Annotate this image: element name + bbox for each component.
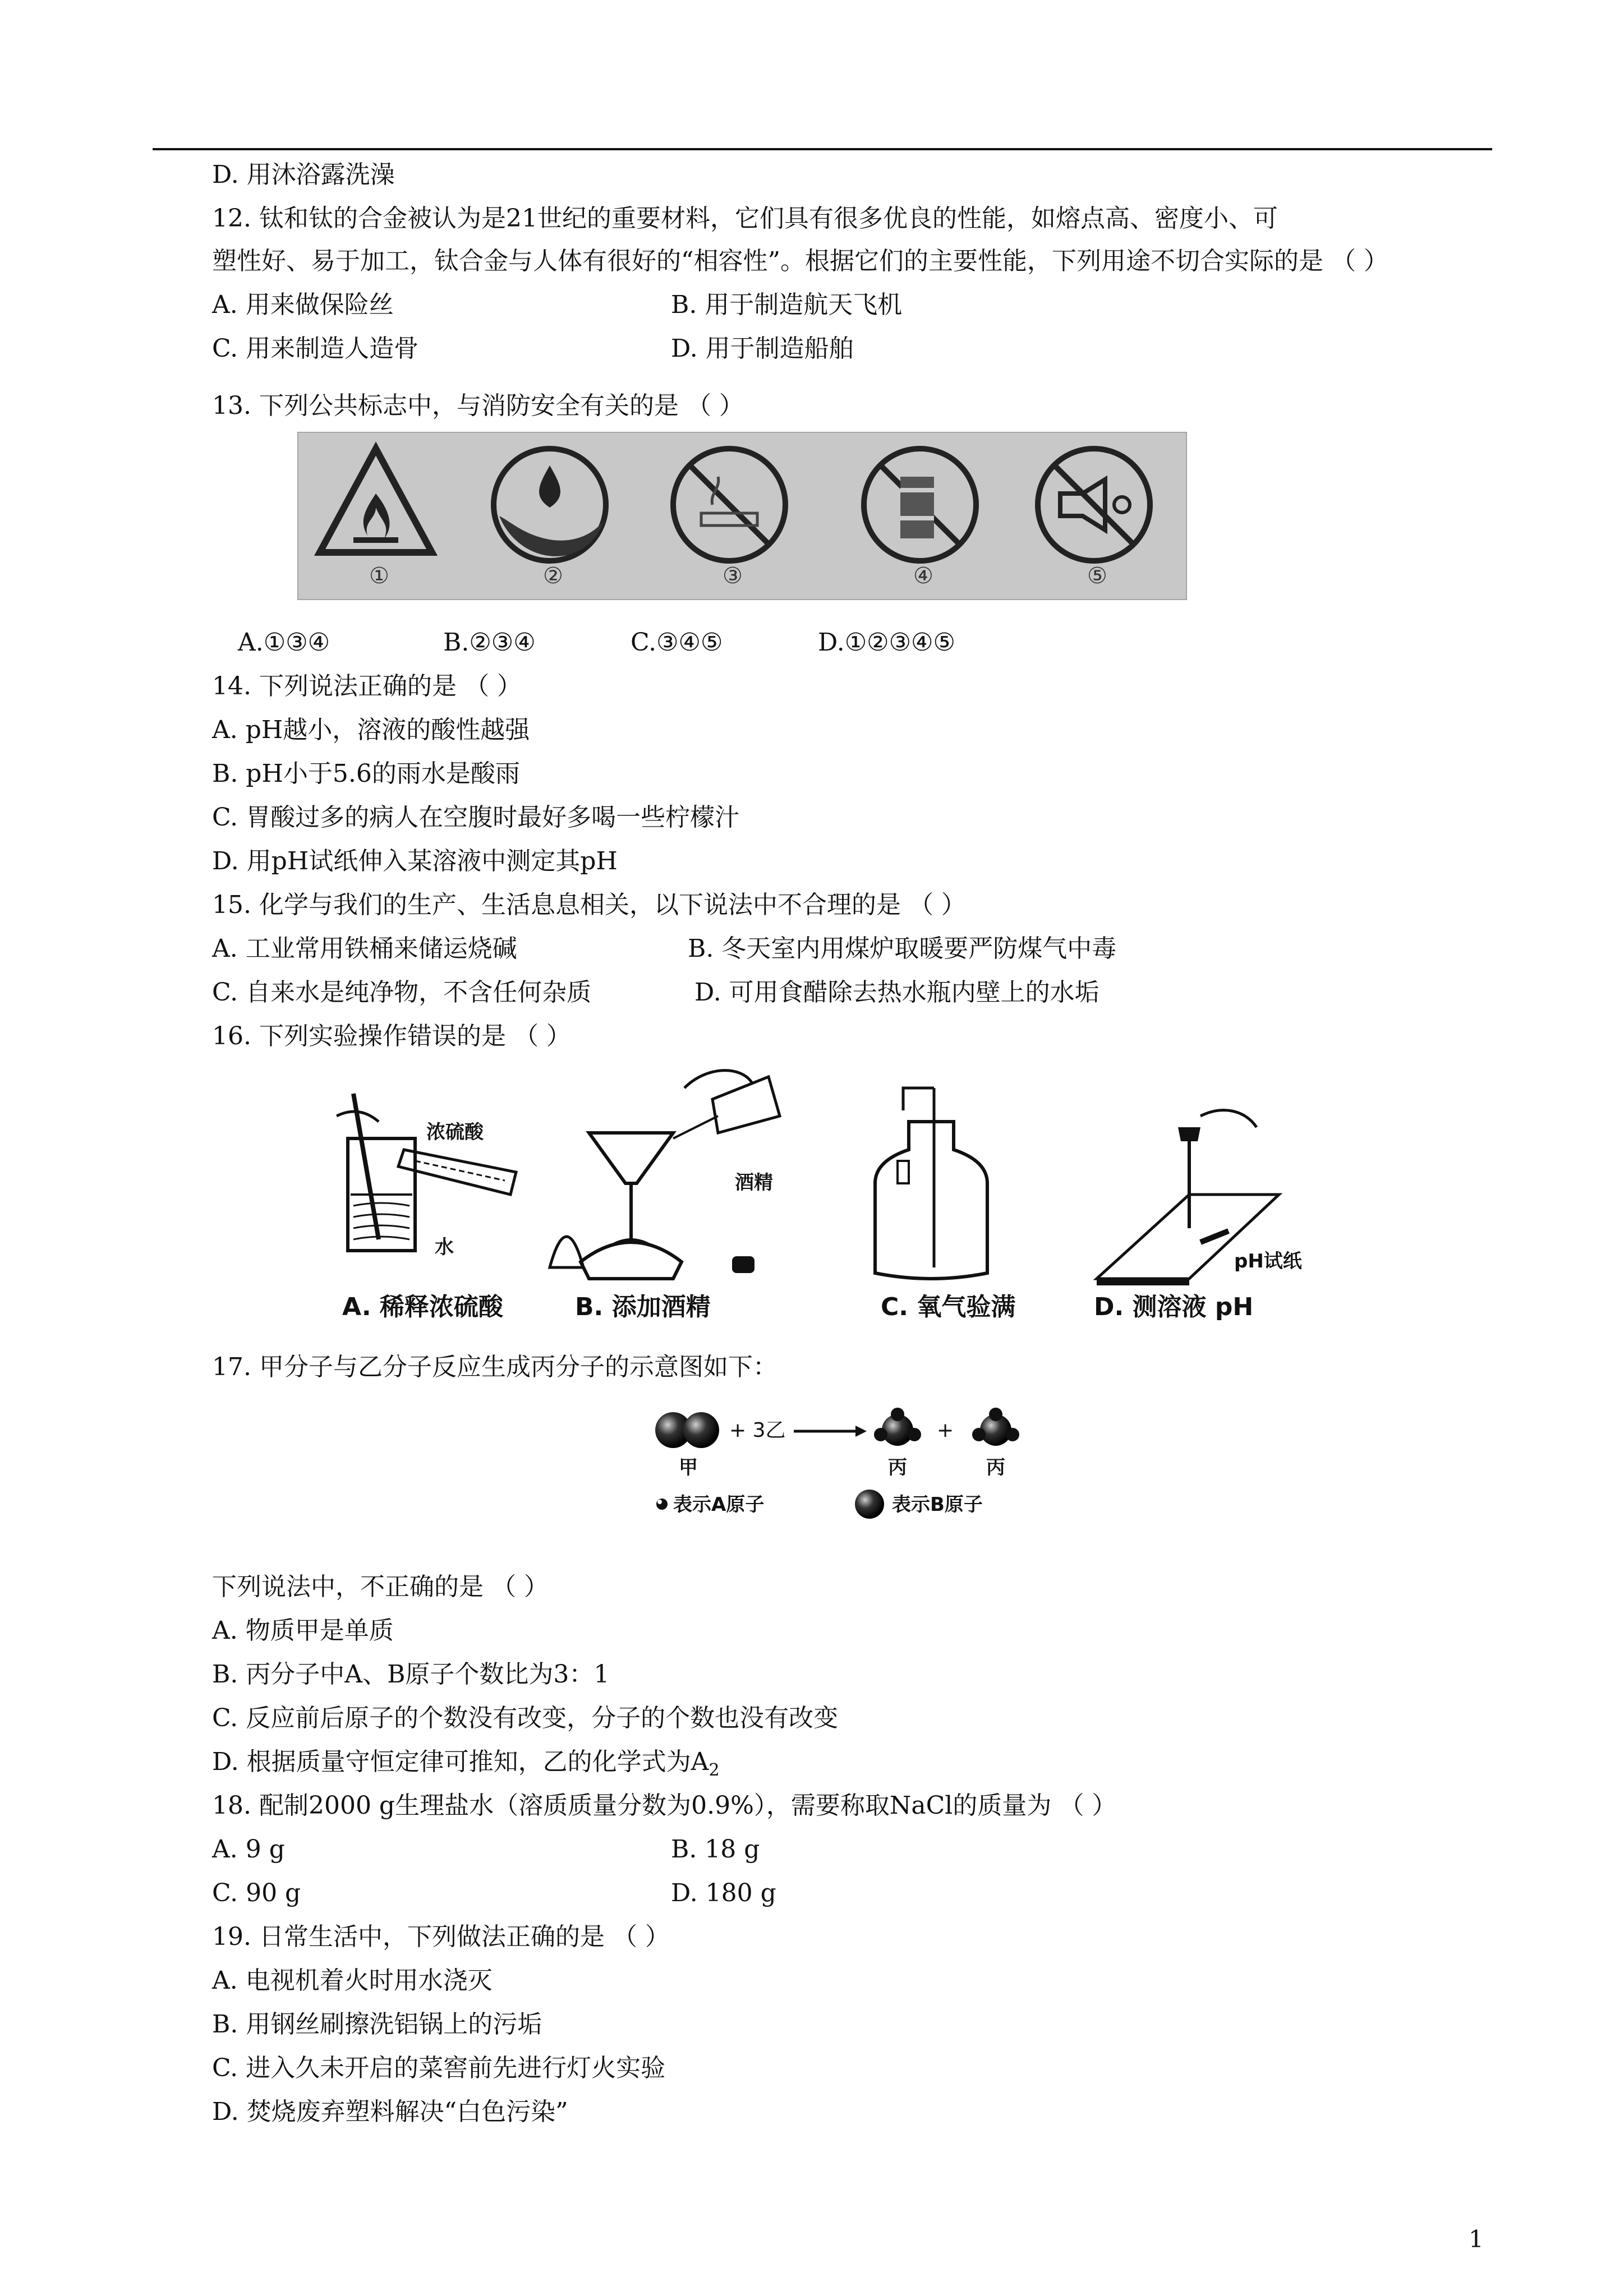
q17-reaction-figure bbox=[651, 1408, 1043, 1525]
q19-option-c: C. 进入久未开启的菜窖前先进行灯火实验 bbox=[212, 2054, 666, 2082]
header-rule bbox=[153, 148, 1492, 150]
caption-d: D. 测溶液 pH bbox=[1094, 1293, 1254, 1321]
sign-label-3: ③ bbox=[723, 563, 743, 589]
sign-label-2: ② bbox=[543, 563, 563, 589]
q19-option-d: D. 焚烧废弃塑料解决“白色污染” bbox=[212, 2097, 568, 2126]
equation-reactant-b: + 3乙 bbox=[729, 1419, 786, 1442]
gas-bottle-icon bbox=[875, 1088, 987, 1279]
q15-option-a: A. 工业常用铁桶来储运烧碱 bbox=[212, 934, 517, 963]
q13-option-c: C.③④⑤ bbox=[631, 628, 723, 657]
q17-option-c: C. 反应前后原子的个数没有改变，分子的个数也没有改变 bbox=[212, 1704, 839, 1732]
q14-option-b: B. pH小于5.6的雨水是酸雨 bbox=[212, 759, 520, 788]
q13-signs-figure bbox=[297, 432, 1187, 600]
q12-option-c: C. 用来制造人造骨 bbox=[212, 334, 419, 363]
q11-option-d: D. 用沐浴露洗澡 bbox=[212, 160, 395, 189]
q15-option-b: B. 冬天室内用煤炉取暖要严防煤气中毒 bbox=[688, 934, 1117, 963]
q13-option-a: A.①③④ bbox=[238, 628, 330, 657]
q13-option-d: D.①②③④⑤ bbox=[818, 628, 955, 657]
q17-stem: 17. 甲分子与乙分子反应生成丙分子的示意图如下： bbox=[212, 1353, 778, 1381]
q17-option-d-text: D. 根据质量守恒定律可推知，乙的化学式为A bbox=[212, 1748, 709, 1776]
label-conc-sulfuric-acid: 浓硫酸 bbox=[426, 1121, 484, 1144]
q12-stem-line2: 塑性好、易于加工，钛合金与人体有很好的“相容性”。根据它们的主要性能，下列用途不切合实际的是 （ ） bbox=[212, 247, 1388, 275]
q14-option-a: A. pH越小，溶液的酸性越强 bbox=[212, 716, 530, 744]
q15-option-c: C. 自来水是纯净物，不含任何杂质 bbox=[212, 978, 592, 1007]
q18-option-a: A. 9 g bbox=[212, 1835, 285, 1864]
q17-option-d bbox=[212, 1746, 720, 1786]
molecule-jia-icon bbox=[655, 1412, 719, 1448]
atom-a-legend-icon bbox=[656, 1499, 668, 1510]
q18-option-d: D. 180 g bbox=[671, 1879, 776, 1907]
q15-option-d: D. 可用食醋除去热水瓶内壁上的水垢 bbox=[694, 978, 1099, 1007]
q12-stem-line1: 12. 钛和钛的合金被认为是21世纪的重要材料，它们具有很多优良的性能，如熔点高、密度小、可 bbox=[212, 204, 1278, 233]
q16-lab-figure bbox=[325, 1054, 1313, 1335]
label-bing-2: 丙 bbox=[986, 1456, 1005, 1479]
q18-option-b: B. 18 g bbox=[671, 1835, 760, 1864]
caption-c: C. 氧气验满 bbox=[881, 1293, 1016, 1321]
q17-option-d-subscript: 2 bbox=[709, 1760, 720, 1780]
molecule-bing-2-icon bbox=[972, 1408, 1019, 1446]
sign-label-5: ⑤ bbox=[1087, 563, 1107, 589]
q12-option-b: B. 用于制造航天飞机 bbox=[671, 291, 903, 319]
q12-option-d: D. 用于制造船舶 bbox=[671, 334, 854, 363]
q14-stem: 14. 下列说法正确的是 （ ） bbox=[212, 672, 522, 700]
sign-label-4: ④ bbox=[913, 563, 933, 589]
q14-option-d: D. 用pH试纸伸入某溶液中测定其pH bbox=[212, 847, 618, 875]
caption-b: B. 添加酒精 bbox=[575, 1293, 711, 1321]
q14-option-c: C. 胃酸过多的病人在空腹时最好多喝一些柠檬汁 bbox=[212, 803, 740, 832]
q18-stem: 18. 配制2000 g生理盐水（溶质质量分数为0.9%），需要称取NaCl的质量为 （ ） bbox=[212, 1791, 1117, 1820]
q17-option-a: A. 物质甲是单质 bbox=[212, 1616, 394, 1645]
q15-stem: 15. 化学与我们的生产、生活息息相关，以下说法中不合理的是 （ ） bbox=[212, 891, 966, 919]
equation-plus: + bbox=[937, 1419, 954, 1442]
molecule-bing-1-icon bbox=[874, 1408, 921, 1446]
atom-b-legend-icon bbox=[855, 1490, 884, 1519]
label-ph-paper: pH试纸 bbox=[1234, 1250, 1302, 1273]
reaction-arrow-icon bbox=[794, 1426, 867, 1437]
beaker-dilution-icon bbox=[337, 1094, 516, 1251]
q18-option-c: C. 90 g bbox=[212, 1879, 301, 1907]
q19-option-a: A. 电视机着火时用水浇灭 bbox=[212, 1966, 493, 1995]
label-bing-1: 丙 bbox=[888, 1456, 907, 1479]
label-alcohol: 酒精 bbox=[735, 1172, 773, 1194]
q19-stem: 19. 日常生活中，下列做法正确的是 （ ） bbox=[212, 1922, 670, 1951]
legend-atom-a: 表示A原子 bbox=[673, 1493, 765, 1516]
q17-question: 下列说法中，不正确的是 （ ） bbox=[212, 1573, 549, 1601]
q12-option-a: A. 用来做保险丝 bbox=[212, 291, 394, 319]
q19-option-b: B. 用钢丝刷擦洗铝锅上的污垢 bbox=[212, 2010, 542, 2039]
q13-stem: 13. 下列公共标志中，与消防安全有关的是 （ ） bbox=[212, 391, 744, 420]
q13-option-b: B.②③④ bbox=[443, 628, 536, 657]
q16-stem: 16. 下列实验操作错误的是 （ ） bbox=[212, 1022, 571, 1050]
label-water: 水 bbox=[435, 1236, 454, 1258]
caption-a: A. 稀释浓硫酸 bbox=[342, 1293, 503, 1321]
page-number: 1 bbox=[1469, 2225, 1484, 2253]
label-jia: 甲 bbox=[679, 1456, 698, 1479]
q17-option-b: B. 丙分子中A、B原子个数比为3：1 bbox=[212, 1660, 610, 1689]
sign-label-1: ① bbox=[369, 563, 389, 589]
legend-atom-b: 表示B原子 bbox=[892, 1493, 983, 1516]
